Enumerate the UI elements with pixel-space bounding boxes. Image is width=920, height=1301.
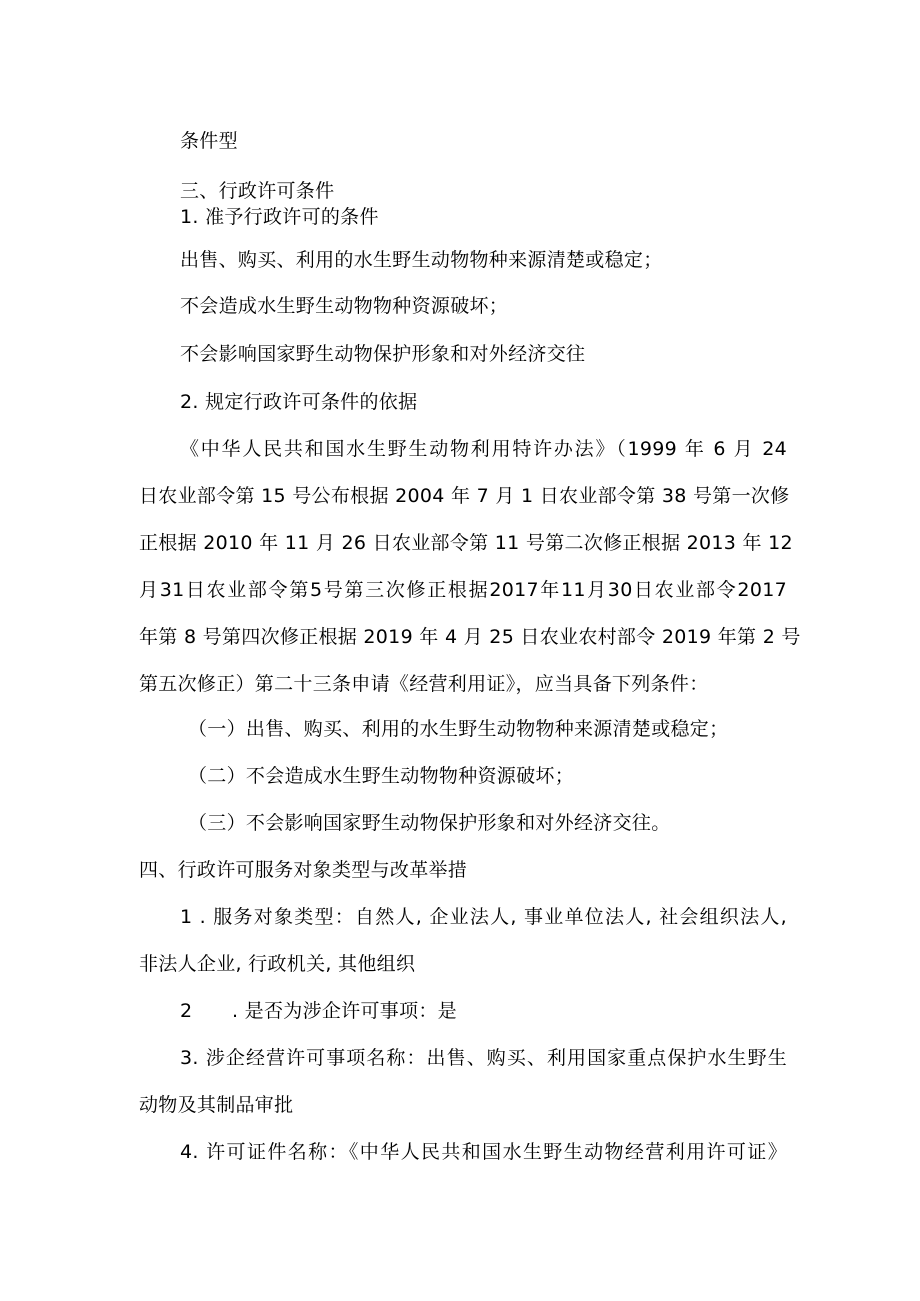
legal-basis-line-2: 日农业部令第 15 号公布根据 2004 年 7 月 1 日农业部令第 38 号第一次修	[139, 485, 790, 507]
legal-basis-line-6: 第五次修正）第二十三条申请《经营利用证》，应当具备下列条件：	[139, 673, 709, 695]
item-number-2: 2	[180, 1000, 193, 1022]
enterprise-license-name-line-2: 动物及其制品审批	[139, 1094, 294, 1116]
license-certificate-name: 4. 许可证件名称：《中华人民共和国水生野生动物经营利用许可证》	[180, 1141, 787, 1163]
section-heading-service-objects: 四、行政许可服务对象类型与改革举措	[139, 859, 468, 881]
article-condition-3: （三）不会影响国家野生动物保护形象和对外经济交往。	[188, 812, 671, 834]
legal-basis-line-1: 《中华人民共和国水生野生动物利用特许办法》（1999 年 6 月 24	[180, 438, 787, 460]
service-object-types-line-2: 非法人企业, 行政机关, 其他组织	[139, 953, 416, 975]
legal-basis-line-5: 年第 8 号第四次修正根据 2019 年 4 月 25 日农业农村部令 2019 年第 2 号	[139, 626, 801, 648]
subheading-legal-basis: 2. 规定行政许可条件的依据	[180, 391, 418, 413]
condition-item-1: 出售、购买、利用的水生野生动物物种来源清楚或稳定；	[180, 249, 663, 271]
subheading-grant-conditions: 1. 准予行政许可的条件	[180, 206, 379, 228]
legal-basis-line-4: 月31日农业部令第5号第三次修正根据2017年11月30日农业部令2017	[139, 579, 787, 601]
article-condition-2: （二）不会造成水生野生动物物种资源破坏；	[188, 765, 575, 787]
enterprise-license-name-line-1: 3. 涉企经营许可事项名称：出售、购买、利用国家重点保护水生野生	[180, 1047, 787, 1069]
section-heading-conditions: 三、行政许可条件	[180, 180, 335, 202]
service-object-types-line-1: 1 . 服务对象类型：自然人, 企业法人, 事业单位法人, 社会组织法人,	[180, 906, 787, 928]
article-condition-1: （一）出售、购买、利用的水生野生动物物种来源清楚或稳定；	[188, 718, 729, 740]
condition-item-3: 不会影响国家野生动物保护形象和对外经济交往	[180, 343, 586, 365]
enterprise-license-question: . 是否为涉企许可事项：是	[232, 1000, 457, 1022]
condition-item-2: 不会造成水生野生动物物种资源破坏；	[180, 295, 509, 317]
legal-basis-line-3: 正根据 2010 年 11 月 26 日农业部令第 11 号第二次修正根据 2013 年 12	[139, 532, 793, 554]
doc-line-license-type: 条件型	[180, 130, 238, 152]
